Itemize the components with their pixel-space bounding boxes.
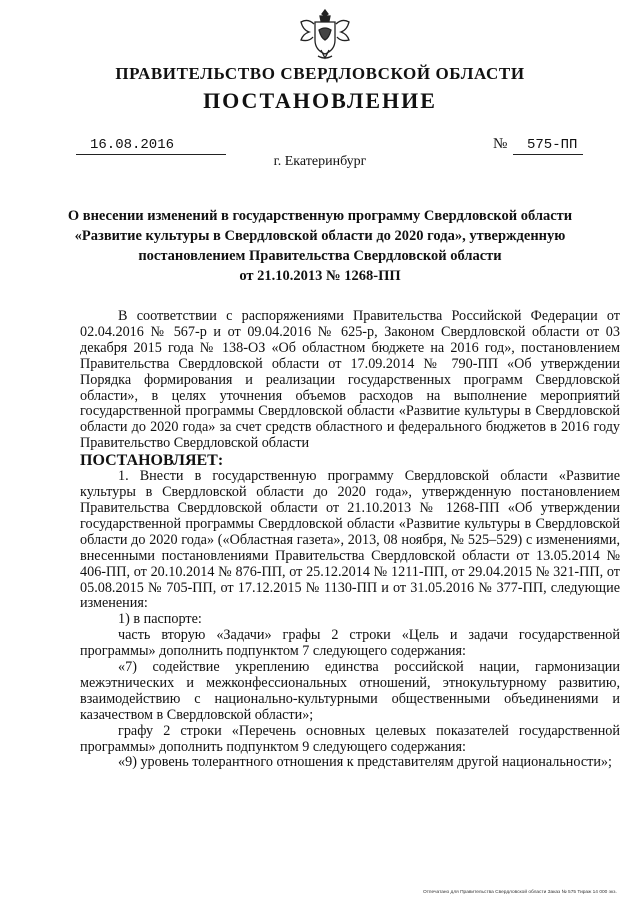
document-body	[80, 309, 620, 771]
graph-2-paragraph: графу 2 строки «Перечень основных целевых показателей государственной программы» дополнить подпунктом 9 следующего содержания:	[80, 722, 620, 755]
title-line: О внесении изменений в государственную программу Свердловской области	[67, 208, 573, 224]
document-title	[60, 206, 580, 286]
title-line: «Развитие культуры в Свердловской области до 2020 года», утвержденную	[74, 228, 566, 244]
title-line: от 21.10.2013 № 1268-ПП	[239, 268, 401, 284]
preamble-paragraph: В соответствии с распоряжениями Правительства Российской Федерации от 02.04.2016 № 567-р и от 09.04.2016 № 625-р, Законом Свердловской области от 03 декабря 2015 года № 138-ОЗ «Об областном бюджете на 2016 год», постановлением Правительства Свердловской области от 17.09.2014 № 790-ПП «Об утверждении Порядка формирования и реализации государственных программ Свердловской области», в целях уточнения объемов расходов на выполнение мероприятий государственной программы Свердловской области «Развитие культуры в Свердловской области до 2020 года» за счет средств областного и федерального бюджетов в 2016 году Правительство Свердловской области	[80, 308, 620, 452]
document-number: 575-ПП	[513, 136, 583, 155]
print-footer: Отпечатано для Правительства Свердловской области Заказ № 575 Тираж 14 000 экз.	[423, 890, 617, 895]
item-1-paragraph: 1. Внести в государственную программу Свердловской области «Развитие культуры в Свердловской области до 2020 года», утвержденную постановлением Правительства Свердловской области от 21.10.2013 № 1268-ПП «Об утверждении государственной программы Свердловской области «Развитие культуры в Свердловской области до 2020 года» («Областная газета», 2013, 08 ноября, № 525–529) с изменениями, внесенными постановлениями Правительства Свердловской области от 13.05.2014 № 406-ПП, от 20.10.2014 № 876-ПП, от 25.12.2014 № 1211-ПП, от 29.04.2015 № 321-ПП, от 05.08.2015 № 705-ПП, от 17.12.2015 № 1130-ПП и от 31.05.2016 № 377-ПП, следующие изменения:	[80, 468, 620, 612]
city: г. Екатеринбург	[273, 154, 367, 169]
subitem-1-paragraph: 1) в паспорте:	[118, 611, 202, 628]
quote-7-paragraph: «7) содействие укреплению единства российской нации, гармонизации межэтнических и межконфессиональных отношений, этнокультурному развитию, взаимодействию с национально-культурными общественными объединениями и казачеством в Свердловской области»;	[80, 659, 620, 723]
organization-name: ПРАВИТЕЛЬСТВО СВЕРДЛОВСКОЙ ОБЛАСТИ	[115, 64, 525, 83]
quote-9-paragraph: «9) уровень толерантного отношения к представителям другой национальности»;	[118, 754, 612, 771]
resolve-heading: ПОСТАНОВЛЯЕТ:	[80, 452, 224, 470]
title-line: постановлением Правительства Свердловской области	[138, 248, 502, 264]
document-type: ПОСТАНОВЛЕНИЕ	[203, 88, 437, 113]
document-date: 16.08.2016	[76, 136, 226, 155]
part-two-paragraph: часть вторую «Задачи» графы 2 строки «Цель и задачи государственной программы» дополнить подпунктом 7 следующего содержания:	[80, 627, 620, 660]
coat-of-arms-icon	[298, 6, 352, 62]
number-label: №	[493, 136, 508, 152]
